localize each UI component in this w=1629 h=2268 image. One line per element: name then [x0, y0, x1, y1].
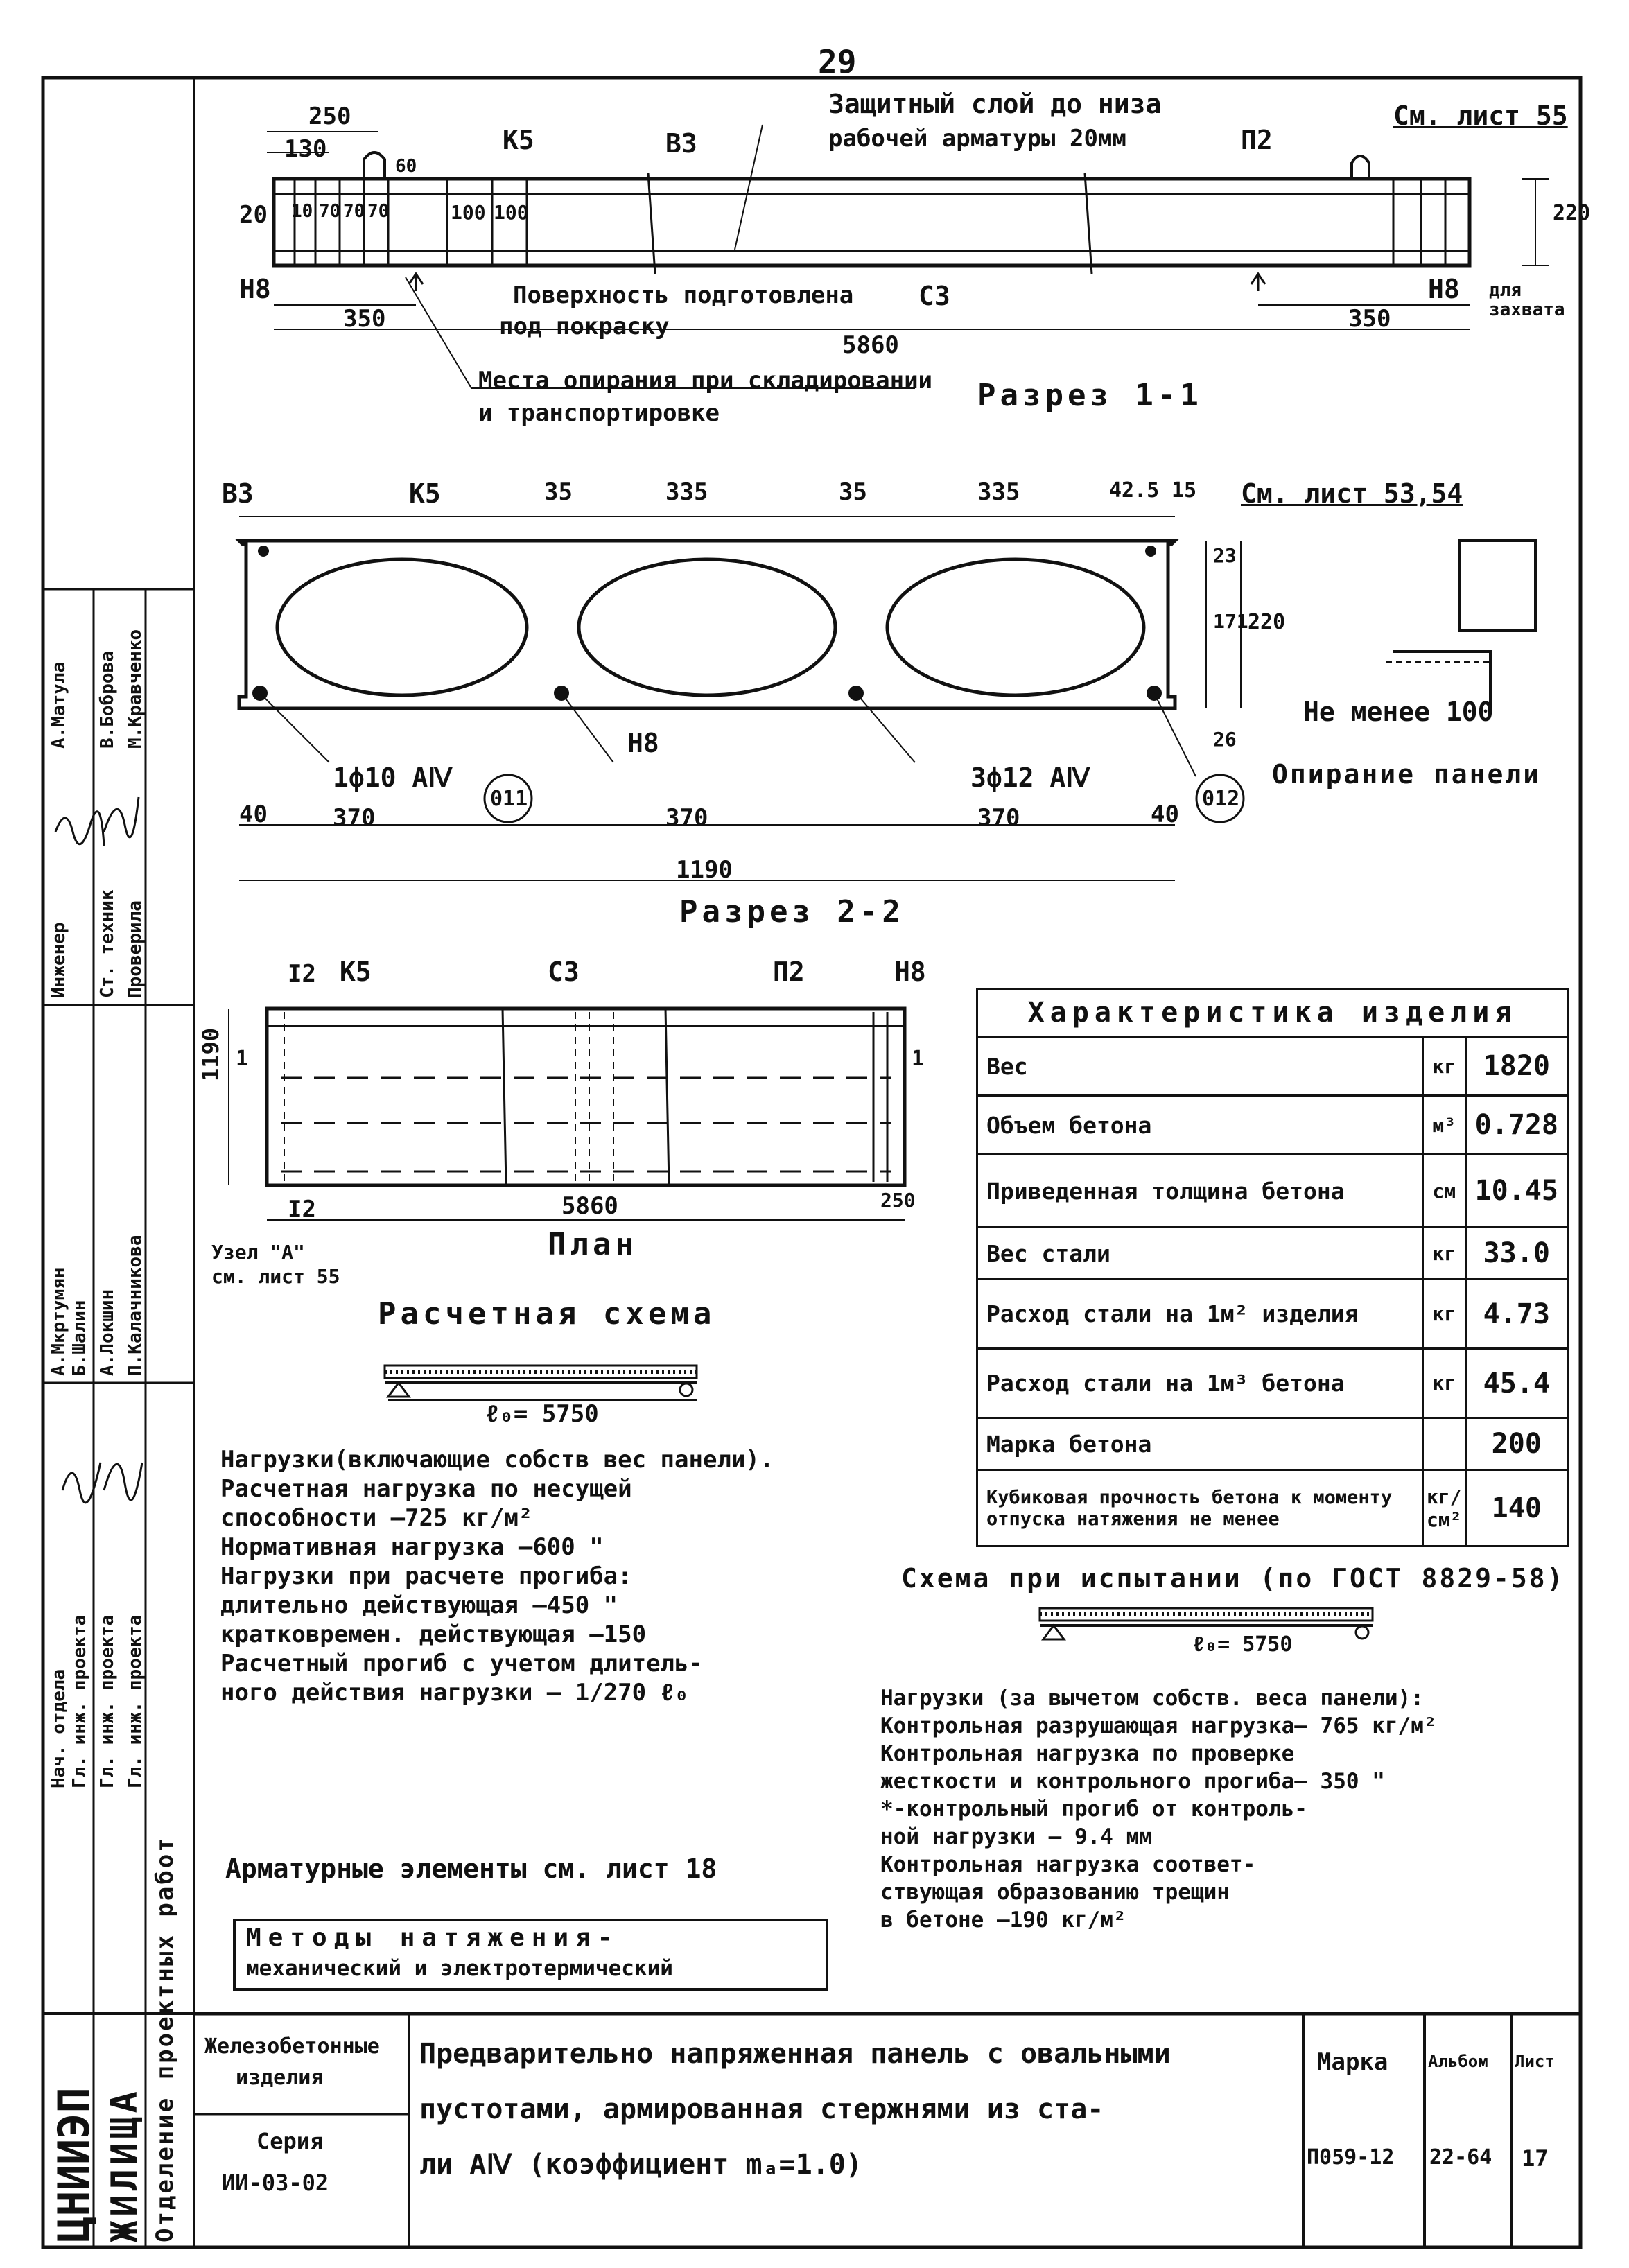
dim-10: 10: [291, 201, 313, 222]
table-row: [977, 1155, 1568, 1228]
label-n8-left: Н8: [239, 274, 271, 304]
plan-p2: П2: [773, 957, 805, 987]
row-unit: кг: [1423, 1280, 1466, 1349]
tb-products-line2: изделия: [236, 2066, 324, 2090]
row-value: 10.45: [1465, 1155, 1567, 1228]
row-name: Вес стали: [977, 1228, 1423, 1280]
plan-dim-1190: 1190: [198, 1027, 224, 1081]
s2-dim-15: 15: [1171, 478, 1197, 503]
stamp-org-1: ЦНИИЭП: [49, 2087, 99, 2242]
test-line: Контрольная нагрузка соответ-: [880, 1852, 1256, 1877]
s2-dim-40-left: 40: [239, 801, 268, 828]
cover-note-line2: рабочей арматуры 20мм: [828, 125, 1126, 152]
row-value: 4.73: [1465, 1280, 1567, 1349]
stamp-role: Инженер: [49, 922, 69, 998]
row-name: Расход стали на 1м² изделия: [977, 1280, 1423, 1349]
test-line: Контрольная разрушающая нагрузка— 765 кг/м²: [880, 1713, 1437, 1738]
tb-title-line2: пустотами, армированная стержнями из ста-: [419, 2093, 1104, 2125]
stamp-name: А.Матула: [49, 661, 69, 749]
calc-line: способности —725 кг/м²: [220, 1504, 533, 1532]
s2-dim-26: 26: [1213, 728, 1237, 751]
tb-sheet-label: Лист: [1515, 2052, 1555, 2071]
row-name: Кубиковая прочность бетона к моменту отпуска натяжения не менее: [977, 1470, 1423, 1546]
s2-dim-35b: 35: [839, 478, 867, 506]
stamp-role: Ст. техник: [97, 889, 118, 998]
surface-note-line2: под покраску: [499, 313, 670, 340]
row-value: 0.728: [1465, 1096, 1567, 1155]
page-number: 29: [818, 43, 857, 80]
plan-n8: Н8: [894, 957, 926, 987]
label-v3: В3: [665, 128, 697, 159]
dim-5860: 5860: [842, 331, 899, 359]
support-note-line1: Места опирания при складировании: [478, 367, 933, 394]
support-min-note: Не менее 100: [1303, 697, 1494, 727]
stamp-name: А.Локшин: [97, 1289, 118, 1376]
plan-cut-left: 1: [236, 1047, 249, 1071]
dim-60: 60: [395, 156, 417, 177]
row-unit: кг: [1423, 1349, 1466, 1418]
s2-dim-335b: 335: [977, 478, 1020, 506]
row-unit: м³: [1423, 1096, 1466, 1155]
row-name: Расход стали на 1м³ бетона: [977, 1349, 1423, 1418]
label-s3: С3: [918, 281, 950, 311]
characteristics-title: Характеристика изделия: [977, 989, 1568, 1037]
calc-line: Нагрузки(включающие собств вес панели).: [220, 1446, 774, 1474]
table-row: [977, 1228, 1568, 1280]
table-row: [977, 1418, 1568, 1470]
row-name: Марка бетона: [977, 1418, 1423, 1470]
plan-node-note-line1: Узел "А": [211, 1241, 305, 1264]
table-row: [977, 1470, 1568, 1546]
tb-mark-value: П059-12: [1307, 2145, 1395, 2170]
row-unit: кг/см²: [1423, 1470, 1466, 1546]
dim-70a: 70: [319, 201, 341, 222]
dim-350-right: 350: [1348, 305, 1391, 333]
calc-span: ℓ₀= 5750: [485, 1400, 599, 1428]
table-row: [977, 1280, 1568, 1349]
plan-s3: С3: [548, 957, 580, 987]
plan-cut-right: 1: [912, 1047, 925, 1071]
test-line: жесткости и контрольного прогиба— 350 ": [880, 1769, 1385, 1794]
calc-line: ного действия нагрузки — 1/270 ℓ₀: [220, 1679, 689, 1707]
dim-70b: 70: [343, 201, 365, 222]
s2-dim-1190: 1190: [676, 856, 733, 884]
row-value: 140: [1465, 1470, 1567, 1546]
calc-line: Нагрузки при расчете прогиба:: [220, 1562, 632, 1590]
table-row: [977, 1096, 1568, 1155]
row-unit: см: [1423, 1155, 1466, 1228]
grip-note: для захвата: [1489, 280, 1565, 320]
section-1-1-drawing: [267, 125, 1549, 388]
plan-i2-bottom: I2: [288, 1196, 316, 1223]
s2-label-k5: К5: [409, 478, 441, 509]
ref-circle-011: 011: [490, 787, 528, 811]
dim-100a: 100: [451, 201, 486, 224]
dim-20: 20: [239, 201, 268, 229]
s2-dim-35a: 35: [544, 478, 573, 506]
tb-mark-label: Марка: [1317, 2048, 1388, 2076]
tb-sheet-value: 17: [1522, 2145, 1549, 2172]
table-row: [977, 1349, 1568, 1418]
test-line: Нагрузки (за вычетом собств. веса панели):: [880, 1686, 1424, 1711]
dim-70c: 70: [367, 201, 390, 222]
s2-label-v3: В3: [222, 478, 254, 509]
dim-350-left: 350: [343, 305, 386, 333]
plan-dim-5860: 5860: [561, 1192, 618, 1220]
row-name: Объем бетона: [977, 1096, 1423, 1155]
characteristics-table: [976, 988, 1569, 1547]
test-line: *-контрольный прогиб от контроль-: [880, 1797, 1307, 1822]
tb-title-line1: Предварительно напряженная панель с овальными: [419, 2038, 1171, 2070]
s2-dim-370a: 370: [333, 804, 376, 832]
stamp-name: П.Калачникова: [125, 1235, 146, 1376]
s2-dim-42-5: 42.5: [1109, 478, 1160, 503]
row-unit: кг: [1423, 1228, 1466, 1280]
calc-notes: [220, 1445, 774, 1707]
calc-line: кратковремен. действующая —150: [220, 1621, 647, 1648]
plan-drawing: [229, 1009, 905, 1220]
test-line: ствующая образованию трещин: [880, 1880, 1230, 1905]
cover-note-line1: Защитный слой до низа: [828, 89, 1162, 119]
calc-line: Расчетный прогиб с учетом длитель-: [220, 1650, 703, 1677]
s2-label-n8: Н8: [627, 728, 659, 758]
dim-130: 130: [284, 135, 327, 163]
plan-k5: К5: [340, 957, 372, 987]
test-line: ной нагрузки — 9.4 мм: [880, 1824, 1152, 1849]
section-2-2-title: Разрез 2-2: [679, 894, 905, 930]
row-value: 45.4: [1465, 1349, 1567, 1418]
support-title: Опирание панели: [1272, 759, 1542, 790]
stamp-name: В.Боброва: [97, 651, 118, 749]
s2-dim-40-right: 40: [1151, 801, 1179, 828]
row-unit: кг: [1423, 1037, 1466, 1096]
dim-220: 220: [1553, 201, 1591, 225]
table-row: [977, 1037, 1568, 1096]
calc-line: Расчетная нагрузка по несущей: [220, 1475, 632, 1503]
plan-i2-top: I2: [288, 960, 316, 988]
row-value: 33.0: [1465, 1228, 1567, 1280]
plan-node-note-line2: см. лист 55: [211, 1265, 340, 1288]
calc-beam-diagram: [385, 1366, 697, 1400]
plan-dim-250: 250: [880, 1189, 916, 1212]
test-line: Контрольная нагрузка по проверке: [880, 1741, 1295, 1766]
surface-note-line1: Поверхность подготовлена: [513, 281, 854, 309]
label-n8-right: Н8: [1428, 274, 1460, 304]
dim-250: 250: [308, 103, 351, 130]
calc-scheme-title: Расчетная схема: [378, 1296, 716, 1332]
test-span: ℓ₀= 5750: [1192, 1632, 1293, 1657]
s2-dim-370b: 370: [665, 804, 708, 832]
tb-album-label: Альбом: [1428, 2052, 1488, 2071]
stamp-org-3: Отделение проектных работ: [151, 1835, 179, 2242]
tb-title-line3: ли АⅣ (коэффициент mₐ=1.0): [419, 2149, 862, 2181]
row-name: Приведенная толщина бетона: [977, 1155, 1423, 1228]
stamp-role: Проверила: [125, 900, 146, 998]
row-value: 200: [1465, 1418, 1567, 1470]
calc-line: длительно действующая —450 ": [220, 1591, 618, 1619]
section-1-1-title: Разрез 1-1: [977, 378, 1203, 413]
ref-circle-012: 012: [1202, 787, 1240, 811]
test-line: в бетоне —190 кг/м²: [880, 1908, 1126, 1933]
stamp-role: Гл. инж. проекта: [125, 1614, 146, 1788]
row-unit: [1423, 1418, 1466, 1470]
tb-series-value: ИИ-03-02: [222, 2170, 329, 2196]
see-sheet-55: См. лист 55: [1393, 101, 1568, 131]
rebar-1f10: 1ф10 АⅣ: [333, 762, 453, 793]
s2-dim-171: 171: [1213, 610, 1248, 633]
s2-dim-370c: 370: [977, 804, 1020, 832]
methods-line1: Методы натяжения-: [246, 1924, 620, 1952]
methods-line2: механический и электротермический: [246, 1956, 673, 1981]
tb-series-label: Серия: [256, 2128, 324, 2154]
test-notes: [880, 1684, 1437, 1934]
s2-dim-220: 220: [1248, 610, 1286, 634]
row-value: 1820: [1465, 1037, 1567, 1096]
stamp-name: М.Кравченко: [125, 629, 146, 749]
dim-100b: 100: [494, 201, 529, 224]
rebar-3f12: 3ф12 АⅣ: [970, 762, 1090, 793]
row-name: Вес: [977, 1037, 1423, 1096]
stamp-org-2: ЖИЛИЩА: [104, 2087, 146, 2242]
support-note-line2: и транспортировке: [478, 399, 720, 427]
label-k5: К5: [503, 125, 534, 155]
stamp-role: Гл. инж. проекта: [97, 1614, 118, 1788]
stamp-name: Б.Шалин: [69, 1300, 90, 1376]
stamp-role: Гл. инж. проекта: [69, 1614, 90, 1788]
s2-dim-23: 23: [1213, 544, 1237, 567]
stamp-role: Нач. отдела: [49, 1668, 69, 1788]
tb-products-line1: Железобетонные: [204, 2034, 380, 2059]
tb-album-value: 22-64: [1429, 2145, 1492, 2170]
s2-dim-335a: 335: [665, 478, 708, 506]
calc-line: Нормативная нагрузка —600 ": [220, 1533, 604, 1561]
s2-see-sheet: См. лист 53,54: [1241, 478, 1463, 509]
plan-title: План: [548, 1227, 638, 1262]
stamp-name: А.Мкртумян: [49, 1267, 69, 1376]
armature-note: Арматурные элементы см. лист 18: [225, 1853, 717, 1884]
label-p2: П2: [1241, 125, 1273, 155]
test-scheme-title: Схема при испытании (по ГОСТ 8829-58): [901, 1563, 1565, 1594]
